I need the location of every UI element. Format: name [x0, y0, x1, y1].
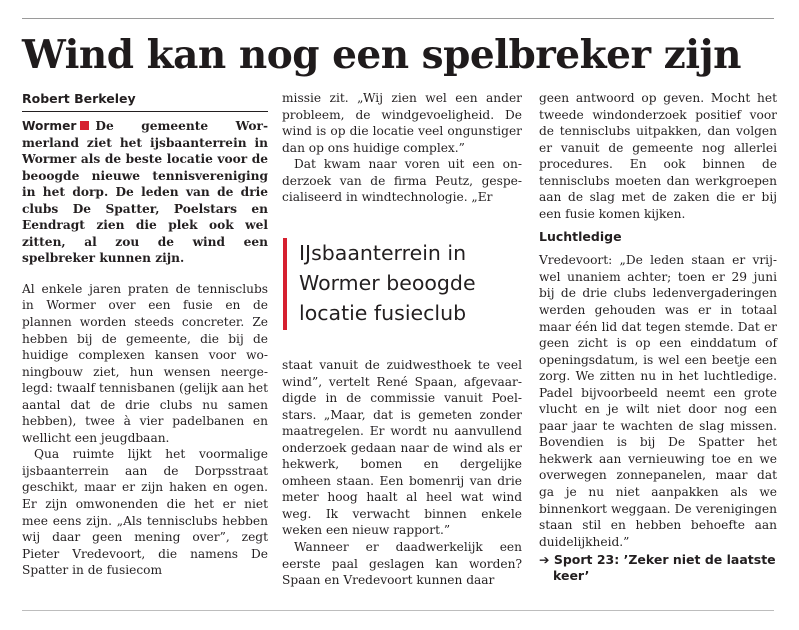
lead-paragraph [22, 118, 268, 267]
body-paragraph: Vredevoort: „De leden staan er vrijwel unaniem achter; toen er 29 juni bij de drie clubs ledenvergaderingen werden gehouden was er in totaal maar één lid dat tegen stemde. Dat er geen zicht is op een einddatum of openingsdatum, is wel een beetje een zorg. We zitten nu in het luchtledige. Padel bijvoorbeeld neemt een grote vlucht en je wilt niet door nog een paar jaar te wachten de slag missen. Bovendien is bij De Spatter het hekwerk aan vernieuwing toe en we overwegen zonnepanelen, maar dat ga je nu niet aanpakken als we binnenkort weggaan. De verenigingen staan stil en hebben behoefte aan duidelijkheid.” [539, 253, 777, 549]
dateline: Wormer [22, 119, 77, 133]
column-3 [539, 90, 777, 584]
column-1 [22, 90, 268, 579]
top-rule [22, 18, 774, 19]
lead-text: De gemeente Wormerland ziet het ijsbaanterrein in Wormer als de beste locatie voor de beoogde nieuwe tennisvereniging in het dorp. De leden van de drie clubs De Spatter, Poelstars en Eendragt zien die plek ook wel zitten, al zou de wind een spelbreker kunnen zijn. [22, 119, 268, 266]
column-2-continued [282, 357, 522, 589]
byline: Robert Berkeley [22, 90, 268, 112]
body-paragraph: staat vanuit de zuidwesthoek te veel wind”, vertelt René Spaan, afgevaardigde in de commissie vanuit Poelstars. „Maar, dat is gemeten zonder maatregelen. Er wordt nu aanvullend onderzoek gedaan naar de wind als er hekwerk, bomen en dergelijke omheen staan. Een bomenrij van drie meter hoog haalt al heel wat wind weg. Ik verwacht binnen enkele weken een nieuw rapport.” [282, 358, 522, 538]
body-paragraph: Dat kwam naar voren uit een onderzoek van de firma Peutz, gespecialiseerd in windtechnologie. „Er [282, 157, 522, 205]
body-paragraph: Al enkele jaren praten de tennisclubs in Wormer over een fusie en de plannen worden steeds concreter. Ze hebben bij de gemeente, die bij de huidige complexen kansen voor woningbouw ziet, hun wensen neergelegd: twaalf tennisbanen (gelijk aan het aantal dat de drie clubs nu samen hebben), twee à vier padelbanen en wellicht een jeugdbaan. [22, 281, 268, 445]
body-paragraph: Qua ruimte lijkt het voormalige ijsbaanterrein aan de Dorpsstraat geschikt, maar er zijn haken en ogen. Er zijn omwonenden die het er niet mee eens zijn. „Als tennisclubs hebben wij daar geen mening over”, zegt Pieter Vredevoort, die namens De Spatter in de fusiecom [22, 447, 268, 578]
red-square-icon [80, 121, 89, 130]
pull-quote: IJsbaanterrein in Wormer beoogde locatie fusieclub [283, 238, 521, 330]
sport-reference-link[interactable]: ➔ Sport 23: ’Zeker niet de laatste keer’ [539, 552, 776, 584]
body-paragraph: Wanneer er daadwerkelijk een eerste paal geslagen kan worden? Spaan en Vredevoort kunnen daar [282, 540, 522, 588]
headline: Wind kan nog een spelbreker zijn [22, 32, 742, 78]
subheading: Luchtledige [539, 229, 622, 245]
column-2 [282, 90, 522, 206]
body-paragraph: geen antwoord op geven. Mocht het tweede windonderzoek positief voor de tennisclubs uitpakken, dan volgen er vanuit de gemeente nog allerlei procedures. En ook binnen de tennisclubs moeten dan werkgroepen aan de slag met de zaken die er bij een fusie komen kijken. [539, 91, 777, 221]
body-paragraph: missie zit. „Wij zien wel een ander probleem, de windgevoeligheid. De wind is op die locatie veel ongunstiger dan op ons huidige complex.” [282, 91, 522, 155]
bottom-rule [22, 610, 774, 611]
